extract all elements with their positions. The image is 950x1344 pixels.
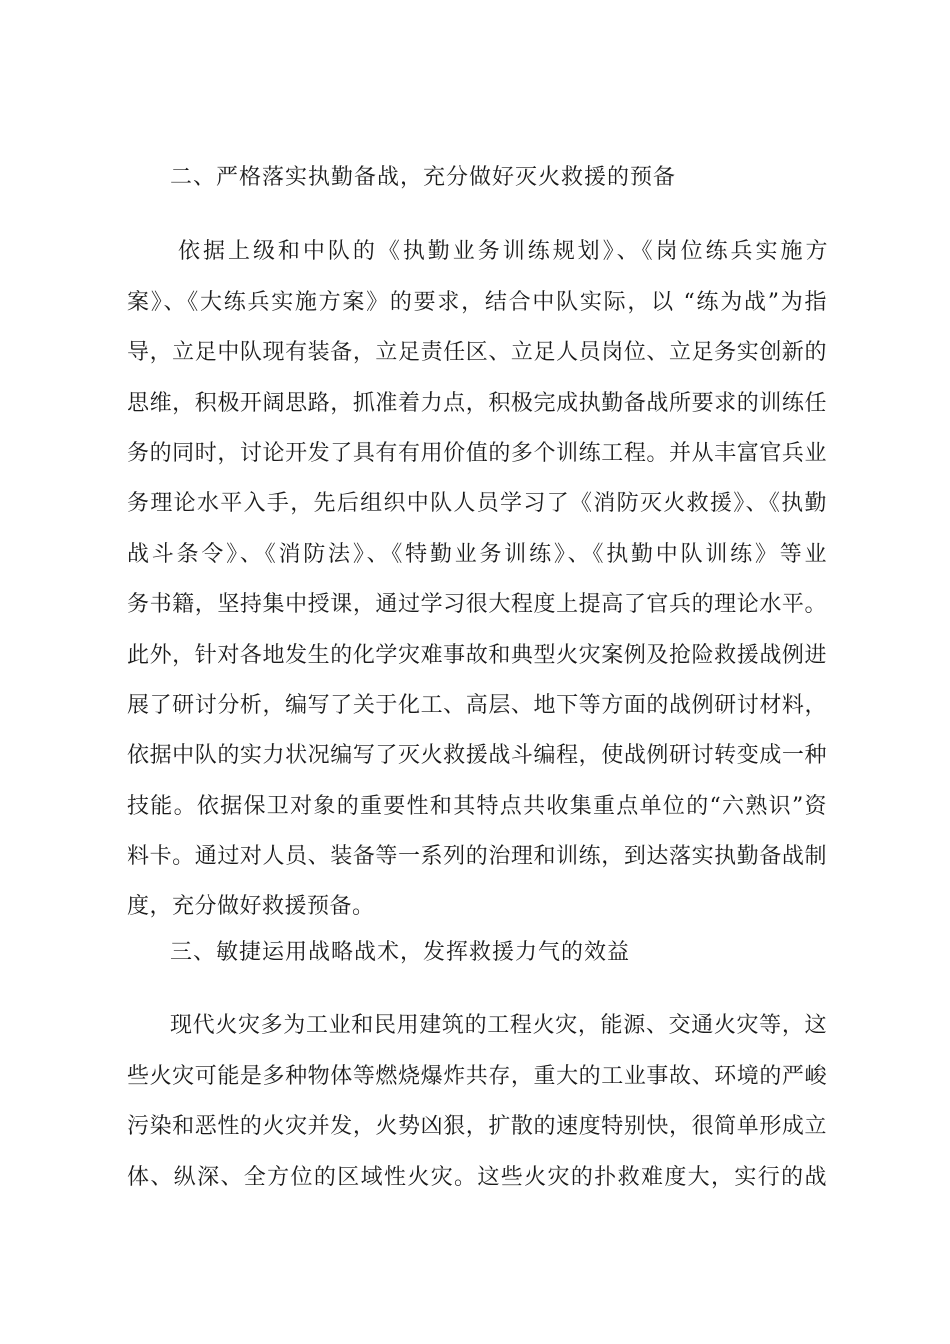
- paragraph-line: 战斗条令》、《消防法》、《特勤业务训练》、《执勤中队训练》等业: [127, 542, 827, 567]
- paragraph-line: 思维，积极开阔思路，抓准着力点，积极完成执勤备战所要求的训练任: [127, 391, 827, 416]
- section-heading-2: 二、严格落实执勤备战，充分做好灭火救援的预备: [170, 165, 677, 190]
- paragraph-line: 此外，针对各地发生的化学灾难事故和典型火灾案例及抢险救援战例进: [127, 643, 827, 668]
- paragraph-line: 依据中队的实力状况编写了灭火救援战斗编程，使战例研讨转变成一种: [127, 743, 827, 768]
- paragraph-line: 依据上级和中队的《执勤业务训练规划》、《岗位练兵实施方: [178, 239, 828, 264]
- paragraph-line: 现代火灾多为工业和民用建筑的工程火灾，能源、交通火灾等，这: [170, 1013, 827, 1038]
- paragraph-line: 度，充分做好救援预备。: [127, 894, 375, 919]
- paragraph-line: 导，立足中队现有装备，立足责任区、立足人员岗位、立足务实创新的: [127, 340, 827, 365]
- paragraph-line: 务书籍，坚持集中授课，通过学习很大程度上提高了官兵的理论水平。: [127, 592, 827, 617]
- paragraph-line: 展了研讨分析，编写了关于化工、高层、地下等方面的战例研讨材料，: [127, 693, 827, 718]
- paragraph-line: 技能。依据保卫对象的重要性和其特点共收集重点单位的“六熟识”资: [127, 794, 827, 819]
- section-heading-3: 三、敏捷运用战略战术，发挥救援力气的效益: [170, 940, 631, 965]
- paragraph-line: 案》、《大练兵实施方案》的要求，结合中队实际，以 “练为战”为指: [127, 290, 827, 315]
- paragraph-line: 污染和恶性的火灾并发，火势凶狠，扩散的速度特别快，很简单形成立: [127, 1114, 827, 1139]
- paragraph-line: 些火灾可能是多种物体等燃烧爆炸共存，重大的工业事故、环境的严峻: [127, 1064, 827, 1089]
- paragraph-line: 体、纵深、全方位的区域性火灾。这些火灾的扑救难度大，实行的战: [127, 1165, 827, 1190]
- paragraph-line: 务理论水平入手，先后组织中队人员学习了《消防灭火救援》、《执勤: [127, 491, 827, 516]
- paragraph-line: 务的同时，讨论开发了具有有用价值的多个训练工程。并从丰富官兵业: [127, 441, 827, 466]
- paragraph-line: 料卡。通过对人员、装备等一系列的治理和训练，到达落实执勤备战制: [127, 844, 827, 869]
